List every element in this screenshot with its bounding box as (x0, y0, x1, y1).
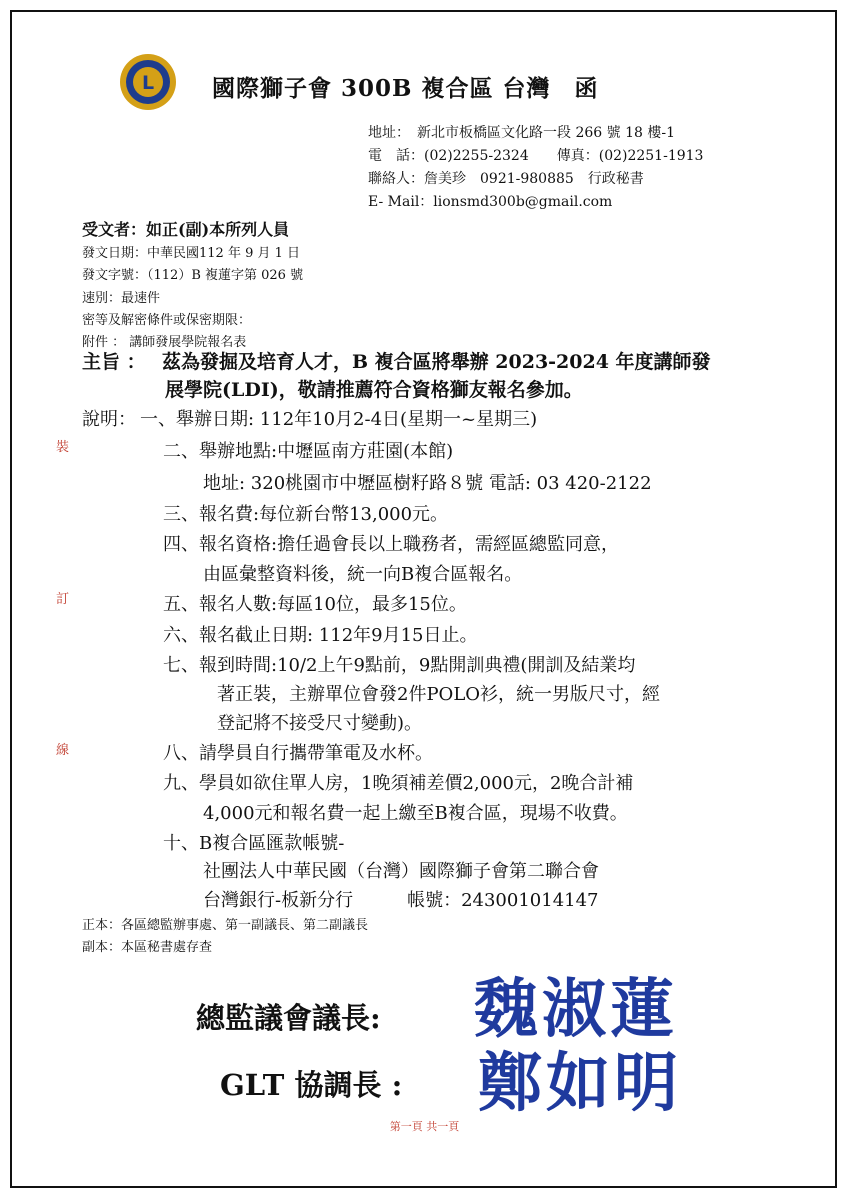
contact-phone-fax: 電 話：(02)2255-2324 傳真：(02)2251-1913 (368, 148, 704, 164)
explanation-item: 台灣銀行-板新分行 帳號：243001014147 (203, 890, 599, 911)
explanation-item: 四、報名資格:擔任過會長以上職務者，需經區總監同意， (163, 534, 620, 555)
contact-address: 地址： 新北市板橋區文化路一段 266 號 18 樓-1 (368, 125, 675, 141)
secrecy-level: 密等及解密條件或保密期限： (82, 313, 252, 328)
explanation-item: 六、報名截止日期: 112年9月15日止。 (163, 625, 478, 646)
binding-mark: 訂 (56, 592, 70, 607)
explanation-item: 十、B複合區匯款帳號- (163, 833, 345, 854)
chair-signature-label: 總監議會議長: (196, 1001, 381, 1035)
recipient: 受文者：如正(副)本所列人員 (82, 220, 290, 239)
contact-email: E- Mail：lionsmd300b@gmail.com (368, 194, 613, 210)
binding-mark: 線 (56, 743, 70, 758)
attachment: 附件 ： 講師發展學院報名表 (82, 335, 247, 350)
document-number: 發文字號：（112）B 複蓮字第 026 號 (82, 268, 304, 283)
subject (82, 348, 711, 404)
delivery-speed: 速別：最速件 (82, 291, 161, 306)
letterhead-title: 國際獅子會 300B 複合區 台灣 函 (212, 75, 599, 102)
explanation-item: 五、報名人數:每區10位，最多15位。 (163, 594, 467, 615)
original-copy-list: 正本：各區總監辦事處、第一副議長、第二副議長 (82, 918, 369, 933)
binding-mark: 裝 (56, 440, 70, 455)
subject-label: 主旨 ： (82, 351, 146, 373)
explanation-label: 說明： (82, 409, 136, 430)
explanation-item: 登記將不接受尺寸變動)。 (217, 713, 423, 734)
explanation-item: 七、報到時間:10/2上午9點前，9點開訓典禮(開訓及結業均 (163, 655, 636, 676)
glt-signature-stamp: 鄭如明 (478, 1046, 682, 1121)
explanation-item: 一、舉辦日期: 112年10月2-4日(星期一~星期三) (140, 409, 538, 430)
explanation-item: 著正裝，主辦單位會發2件POLO衫，統一男版尺寸，經 (217, 684, 661, 705)
chair-signature-stamp: 魏淑蓮 (474, 972, 678, 1047)
explanation-item: 三、報名費:每位新台幣13,000元。 (163, 504, 449, 525)
explanation-item: 二、舉辦地點:中壢區南方莊園(本館) (163, 441, 454, 462)
glt-signature-label: GLT 協調長 : (220, 1068, 403, 1102)
contact-block (368, 122, 703, 214)
explanation-item: 地址: 320桃園市中壢區樹籽路８號 電話: 03 420-2122 (203, 473, 652, 494)
explanation-item: 九、學員如欲住單人房，1晚須補差價2,000元，2晚合計補 (163, 773, 634, 794)
contact-person: 聯絡人：詹美珍 0921-980885 行政秘書 (368, 171, 644, 187)
duplicate-copy-list: 副本：本區秘書處存查 (82, 940, 213, 955)
issue-date: 發文日期：中華民國112 年 9 月 1 日 (82, 246, 301, 261)
page-footer: 第一頁 共一頁 (389, 1120, 460, 1133)
lions-logo-icon (118, 52, 178, 112)
subject-line-2: 展學院(LDI)，敬請推薦符合資格獅友報名參加。 (165, 379, 583, 401)
svg-text:L: L (141, 72, 155, 94)
explanation-item: 社團法人中華民國（台灣）國際獅子會第二聯合會 (203, 861, 599, 882)
explanation-item: 由區彙整資料後，統一向B複合區報名。 (203, 564, 523, 585)
subject-line-1: 茲為發掘及培育人才，B 複合區將舉辦 2023-2024 年度講師發 (162, 351, 711, 373)
explanation-item: 4,000元和報名費一起上繳至B複合區，現場不收費。 (203, 803, 628, 824)
explanation-item: 八、請學員自行攜帶筆電及水杯。 (163, 743, 433, 764)
